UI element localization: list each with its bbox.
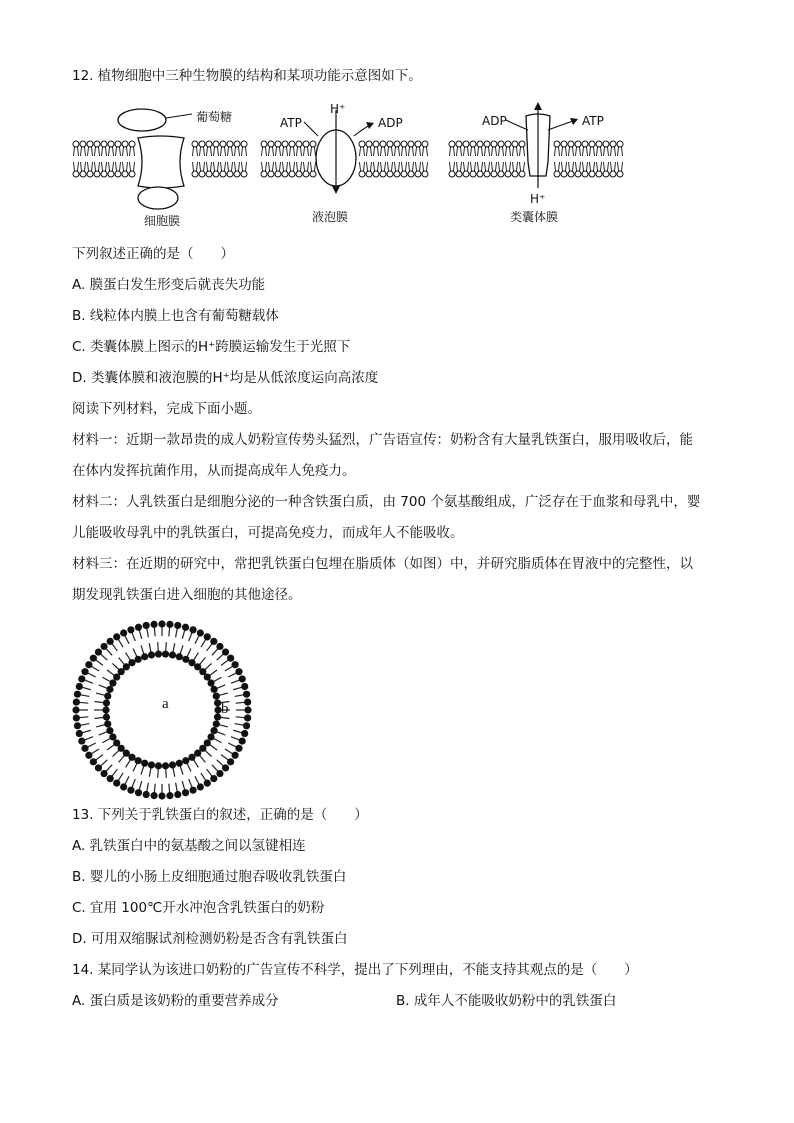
vacuole-adp-label: ADP (378, 116, 403, 130)
q12-option-d: D. 类囊体膜和液泡膜的H⁺均是从低浓度运向高浓度 (72, 370, 379, 386)
materials-intro: 阅读下列材料，完成下面小题。 (72, 401, 261, 417)
liposome-label-b: b (221, 701, 229, 717)
q13-option-b: B. 婴儿的小肠上皮细胞通过胞吞吸收乳铁蛋白 (72, 869, 347, 885)
material3-line1: 材料三：在近期的研究中，常把乳铁蛋白包埋在脂质体（如图）中，并研究脂质体在胃液中的完整性，以 (72, 556, 693, 572)
q13-option-c: C. 宜用 100℃开水冲泡含乳铁蛋白的奶粉 (72, 900, 325, 916)
q14-option-b: B. 成年人不能吸收奶粉中的乳铁蛋白 (396, 993, 617, 1009)
q14-option-a: A. 蛋白质是该奶粉的重要营养成分 (72, 993, 279, 1009)
cell-membrane-label: 细胞膜 (144, 214, 181, 228)
q13-option-a: A. 乳铁蛋白中的氨基酸之间以氢键相连 (72, 838, 306, 854)
material1-line1: 材料一：近期一款昂贵的成人奶粉宣传势头猛烈，广告语宣传：奶粉含有大量乳铁蛋白，服用吸收后，能 (72, 432, 693, 448)
thylakoid-adp-label: ADP (482, 114, 507, 128)
vacuole-membrane-label: 液泡膜 (312, 210, 349, 224)
membrane-figure-vacuole (260, 100, 440, 200)
liposome-label-a: a (162, 696, 169, 712)
vacuole-atp-label: ATP (280, 116, 302, 130)
q12-prompt: 下列叙述正确的是（ ） (72, 246, 234, 262)
q12-stem: 12. 植物细胞中三种生物膜的结构和某项功能示意图如下。 (72, 68, 422, 84)
glucose-label: 葡萄糖 (196, 110, 233, 124)
vacuole-h-ion-label: H⁺ (330, 102, 346, 116)
thylakoid-atp-label: ATP (582, 114, 604, 128)
q13-option-d: D. 可用双缩脲试剂检测奶粉是否含有乳铁蛋白 (72, 931, 348, 947)
q12-option-b: B. 线粒体内膜上也含有葡萄糖载体 (72, 308, 279, 324)
q12-option-c: C. 类囊体膜上图示的H⁺跨膜运输发生于光照下 (72, 339, 351, 355)
material2-line1: 材料二：人乳铁蛋白是细胞分泌的一种含铁蛋白质，由 700 个氨基酸组成，广泛存在于血浆和母乳中，婴 (72, 494, 701, 510)
q12-option-a: A. 膜蛋白发生形变后就丧失功能 (72, 277, 266, 293)
thylakoid-membrane-label: 类囊体膜 (510, 210, 559, 224)
material2-line2: 儿能吸收母乳中的乳铁蛋白，可提高免疫力，而成年人不能吸收。 (72, 525, 464, 541)
q14-stem: 14. 某同学认为该进口奶粉的广告宣传不科学，提出了下列理由，不能支持其观点的是（ ） (72, 962, 638, 978)
q13-stem: 13. 下列关于乳铁蛋白的叙述，正确的是（ ） (72, 807, 368, 823)
material1-line2: 在体内发挥抗菌作用，从而提高成年人免疫力。 (72, 463, 356, 479)
thylakoid-h-ion-label: H⁺ (530, 192, 546, 206)
material3-line2: 期发现乳铁蛋白进入细胞的其他途径。 (72, 587, 302, 603)
